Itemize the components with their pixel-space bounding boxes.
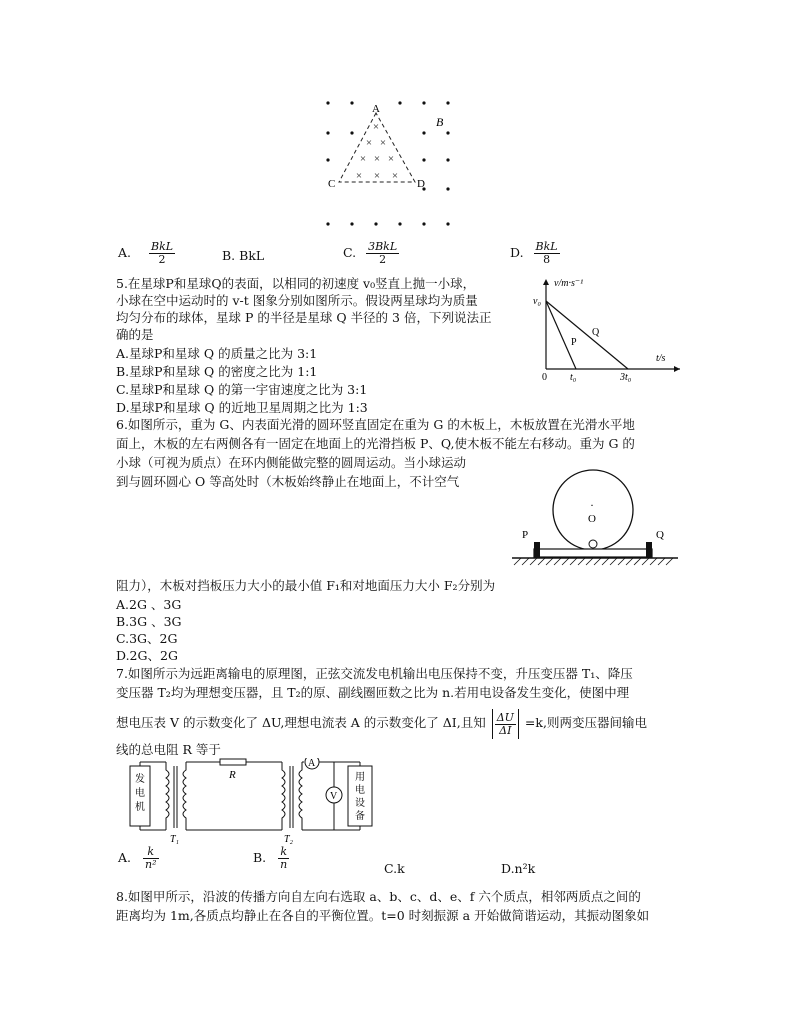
line-p xyxy=(546,301,576,369)
svg-text:×: × xyxy=(365,137,373,149)
fraction: $\frac{\text{3BkL}}{2}$ xyxy=(368,240,398,266)
svg-text:×: × xyxy=(373,153,381,165)
q5-option-b: B.星球P和星球 Q 的密度之比为 1:1 xyxy=(116,364,318,379)
q7-option-b: B. $\frac{k}{n}$ xyxy=(253,845,288,871)
line-q xyxy=(546,301,628,369)
t1-secondary-coil xyxy=(183,762,186,830)
v-axis-arrow xyxy=(543,279,549,285)
field-crosses xyxy=(356,121,398,182)
q8-line-1: 8.如图甲所示，沿波的传播方向自左向右选取 a、b、c、d、e、f 六个质点，相邻两质点之间的 xyxy=(116,889,641,904)
baffle-q xyxy=(646,542,652,557)
q6-line-1: 6.如图所示，重为 G、内表面光滑的圆环竖直固定在重为 G 的木板上，木板放置在光滑水平地 xyxy=(116,417,635,432)
baffle-p xyxy=(534,542,540,557)
svg-text:×: × xyxy=(379,137,387,149)
q5-line-3: 均匀分布的球体，星球 P 的半径是星球 Q 半径的 3 倍，下列说法正 xyxy=(116,310,492,325)
t2-secondary-coil xyxy=(299,762,302,830)
t2-primary-coil xyxy=(282,762,285,830)
q6-option-d: D.2G、2G xyxy=(116,648,178,663)
fraction: $\frac{\text{BkL}}{2}$ xyxy=(151,240,174,266)
q5-line-1: 5.在星球P和星球Q的表面，以相同的初速度 v₀竖直上抛一小球， xyxy=(116,276,476,291)
label-c: C xyxy=(328,178,336,190)
3t0-label: 3t₀ xyxy=(620,372,632,383)
q7-option-a: A. $\frac{k}{\text{n²}}$ xyxy=(118,845,157,871)
q-label: Q xyxy=(592,327,600,338)
q5-line-2: 小球在空中运动时的 v-t 图象分别如图所示。假设两星球均为质量 xyxy=(116,293,478,308)
q7-option-c: C.k xyxy=(384,861,405,876)
board xyxy=(534,549,652,557)
q7-option-d: D.n²k xyxy=(501,861,536,876)
svg-text:×: × xyxy=(372,121,380,133)
ring-board-figure xyxy=(508,462,688,572)
svg-text:用: 用 xyxy=(355,772,365,783)
q5-option-c: C.星球P和星球 Q 的第一宇宙速度之比为 3:1 xyxy=(116,382,368,397)
p-label: P xyxy=(571,337,577,348)
q5-option-d: D.星球P和星球 Q 的近地卫星周期之比为 1:3 xyxy=(116,400,368,415)
center-dot: · xyxy=(590,498,594,512)
label-a: A xyxy=(372,103,380,115)
ammeter-label: A xyxy=(308,758,316,769)
transmission-circuit xyxy=(126,758,376,844)
q4-option-b: B. BkL xyxy=(222,248,265,263)
svg-text:×: × xyxy=(391,170,399,182)
svg-text:×: × xyxy=(359,153,367,165)
svg-text:×: × xyxy=(373,170,381,182)
center-label: O xyxy=(588,513,596,525)
svg-text:×: × xyxy=(387,153,395,165)
svg-text:×: × xyxy=(355,170,363,182)
svg-text:设: 设 xyxy=(355,798,365,809)
q6-line-3: 小球（可视为质点）在环内侧能做完整的圆周运动。当小球运动 xyxy=(116,455,467,470)
q5-option-a: A.星球P和星球 Q 的质量之比为 3:1 xyxy=(116,346,318,361)
generator-label xyxy=(135,772,145,813)
fraction: $\frac{\text{BkL}}{8}$ xyxy=(535,240,558,266)
resistor-r xyxy=(220,759,246,765)
p-label: P xyxy=(522,529,529,541)
q-label: Q xyxy=(656,529,664,541)
t2-label: T₂ xyxy=(284,834,294,844)
svg-text:备: 备 xyxy=(355,811,365,822)
q6-line-2: 面上，木板的左右两侧各有一固定在地面上的光滑挡板 P、Q,使木板不能左右移动。重为 G 的 xyxy=(116,436,635,451)
svg-text:机: 机 xyxy=(135,802,145,813)
q6-option-b: B.3G 、3G xyxy=(116,614,182,629)
ground-hatch xyxy=(514,558,673,565)
fraction: $\frac{k}{n}$ xyxy=(280,845,288,871)
triangle-field-figure xyxy=(318,96,468,236)
abs-fraction: $\frac{\Delta U}{\Delta I}$ xyxy=(492,709,519,739)
svg-text:发: 发 xyxy=(135,774,145,785)
q7-line-4: 线的总电阻 R 等于 xyxy=(116,742,221,757)
q6-line-5: 阻力），木板对挡板压力大小的最小值 F₁和对地面压力大小 F₂分别为 xyxy=(116,578,496,593)
t-axis-arrow xyxy=(674,366,680,372)
label-d: D xyxy=(417,178,425,190)
svg-text:电: 电 xyxy=(355,785,365,796)
q7-line-2: 变压器 T₂均为理想变压器，且 T₂的原、副线圈匝数之比为 n.若用电设备发生变化，使图中理 xyxy=(116,685,630,700)
t0-label: t₀ xyxy=(570,372,577,383)
svg-text:电: 电 xyxy=(135,788,145,799)
q6-option-c: C.3G、2G xyxy=(116,631,178,646)
q5-line-4: 确的是 xyxy=(116,327,154,342)
ball xyxy=(589,540,597,548)
t1-label: T₁ xyxy=(170,834,180,844)
q7-line-3: 想电压表 V 的示数变化了 ΔU,理想电流表 A 的示数变化了 ΔI,且知 $\frac{\Delta U}{\Delta I}$ =k,则两变压器间输电 xyxy=(116,710,647,737)
r-label: R xyxy=(229,769,236,781)
origin-label: 0 xyxy=(542,372,547,383)
t-axis-label: t/s xyxy=(656,353,666,364)
q6-option-a: A.2G 、3G xyxy=(116,597,182,612)
q6-line-4: 到与圆环圆心 O 等高处时（木板始终静止在地面上，不计空气 xyxy=(116,474,460,489)
v-axis-label: v/m·s⁻¹ xyxy=(554,278,584,289)
v0-label: v₀ xyxy=(533,296,541,307)
vt-graph xyxy=(528,273,688,385)
q4-option-d: D. $\frac{\text{BkL}}{8}$ xyxy=(510,240,558,266)
fraction: $\frac{k}{\text{n²}}$ xyxy=(145,845,157,871)
label-b: B xyxy=(436,115,444,129)
t1-primary-coil xyxy=(166,762,169,830)
q7-line-1: 7.如图所示为远距离输电的原理图，正弦交流发电机输出电压保持不变，升压变压器 T₁、降压 xyxy=(116,666,633,681)
q8-line-2: 距离均为 1m,各质点均静止在各自的平衡位置。t=0 时刻振源 a 开始做简谐运动，其振动图象如 xyxy=(116,908,650,923)
voltmeter-label: V xyxy=(330,791,338,802)
q4-option-c: C. $\frac{\text{3BkL}}{2}$ xyxy=(343,240,398,266)
q4-option-a: A. $\frac{\text{BkL}}{2}$ xyxy=(118,240,174,266)
